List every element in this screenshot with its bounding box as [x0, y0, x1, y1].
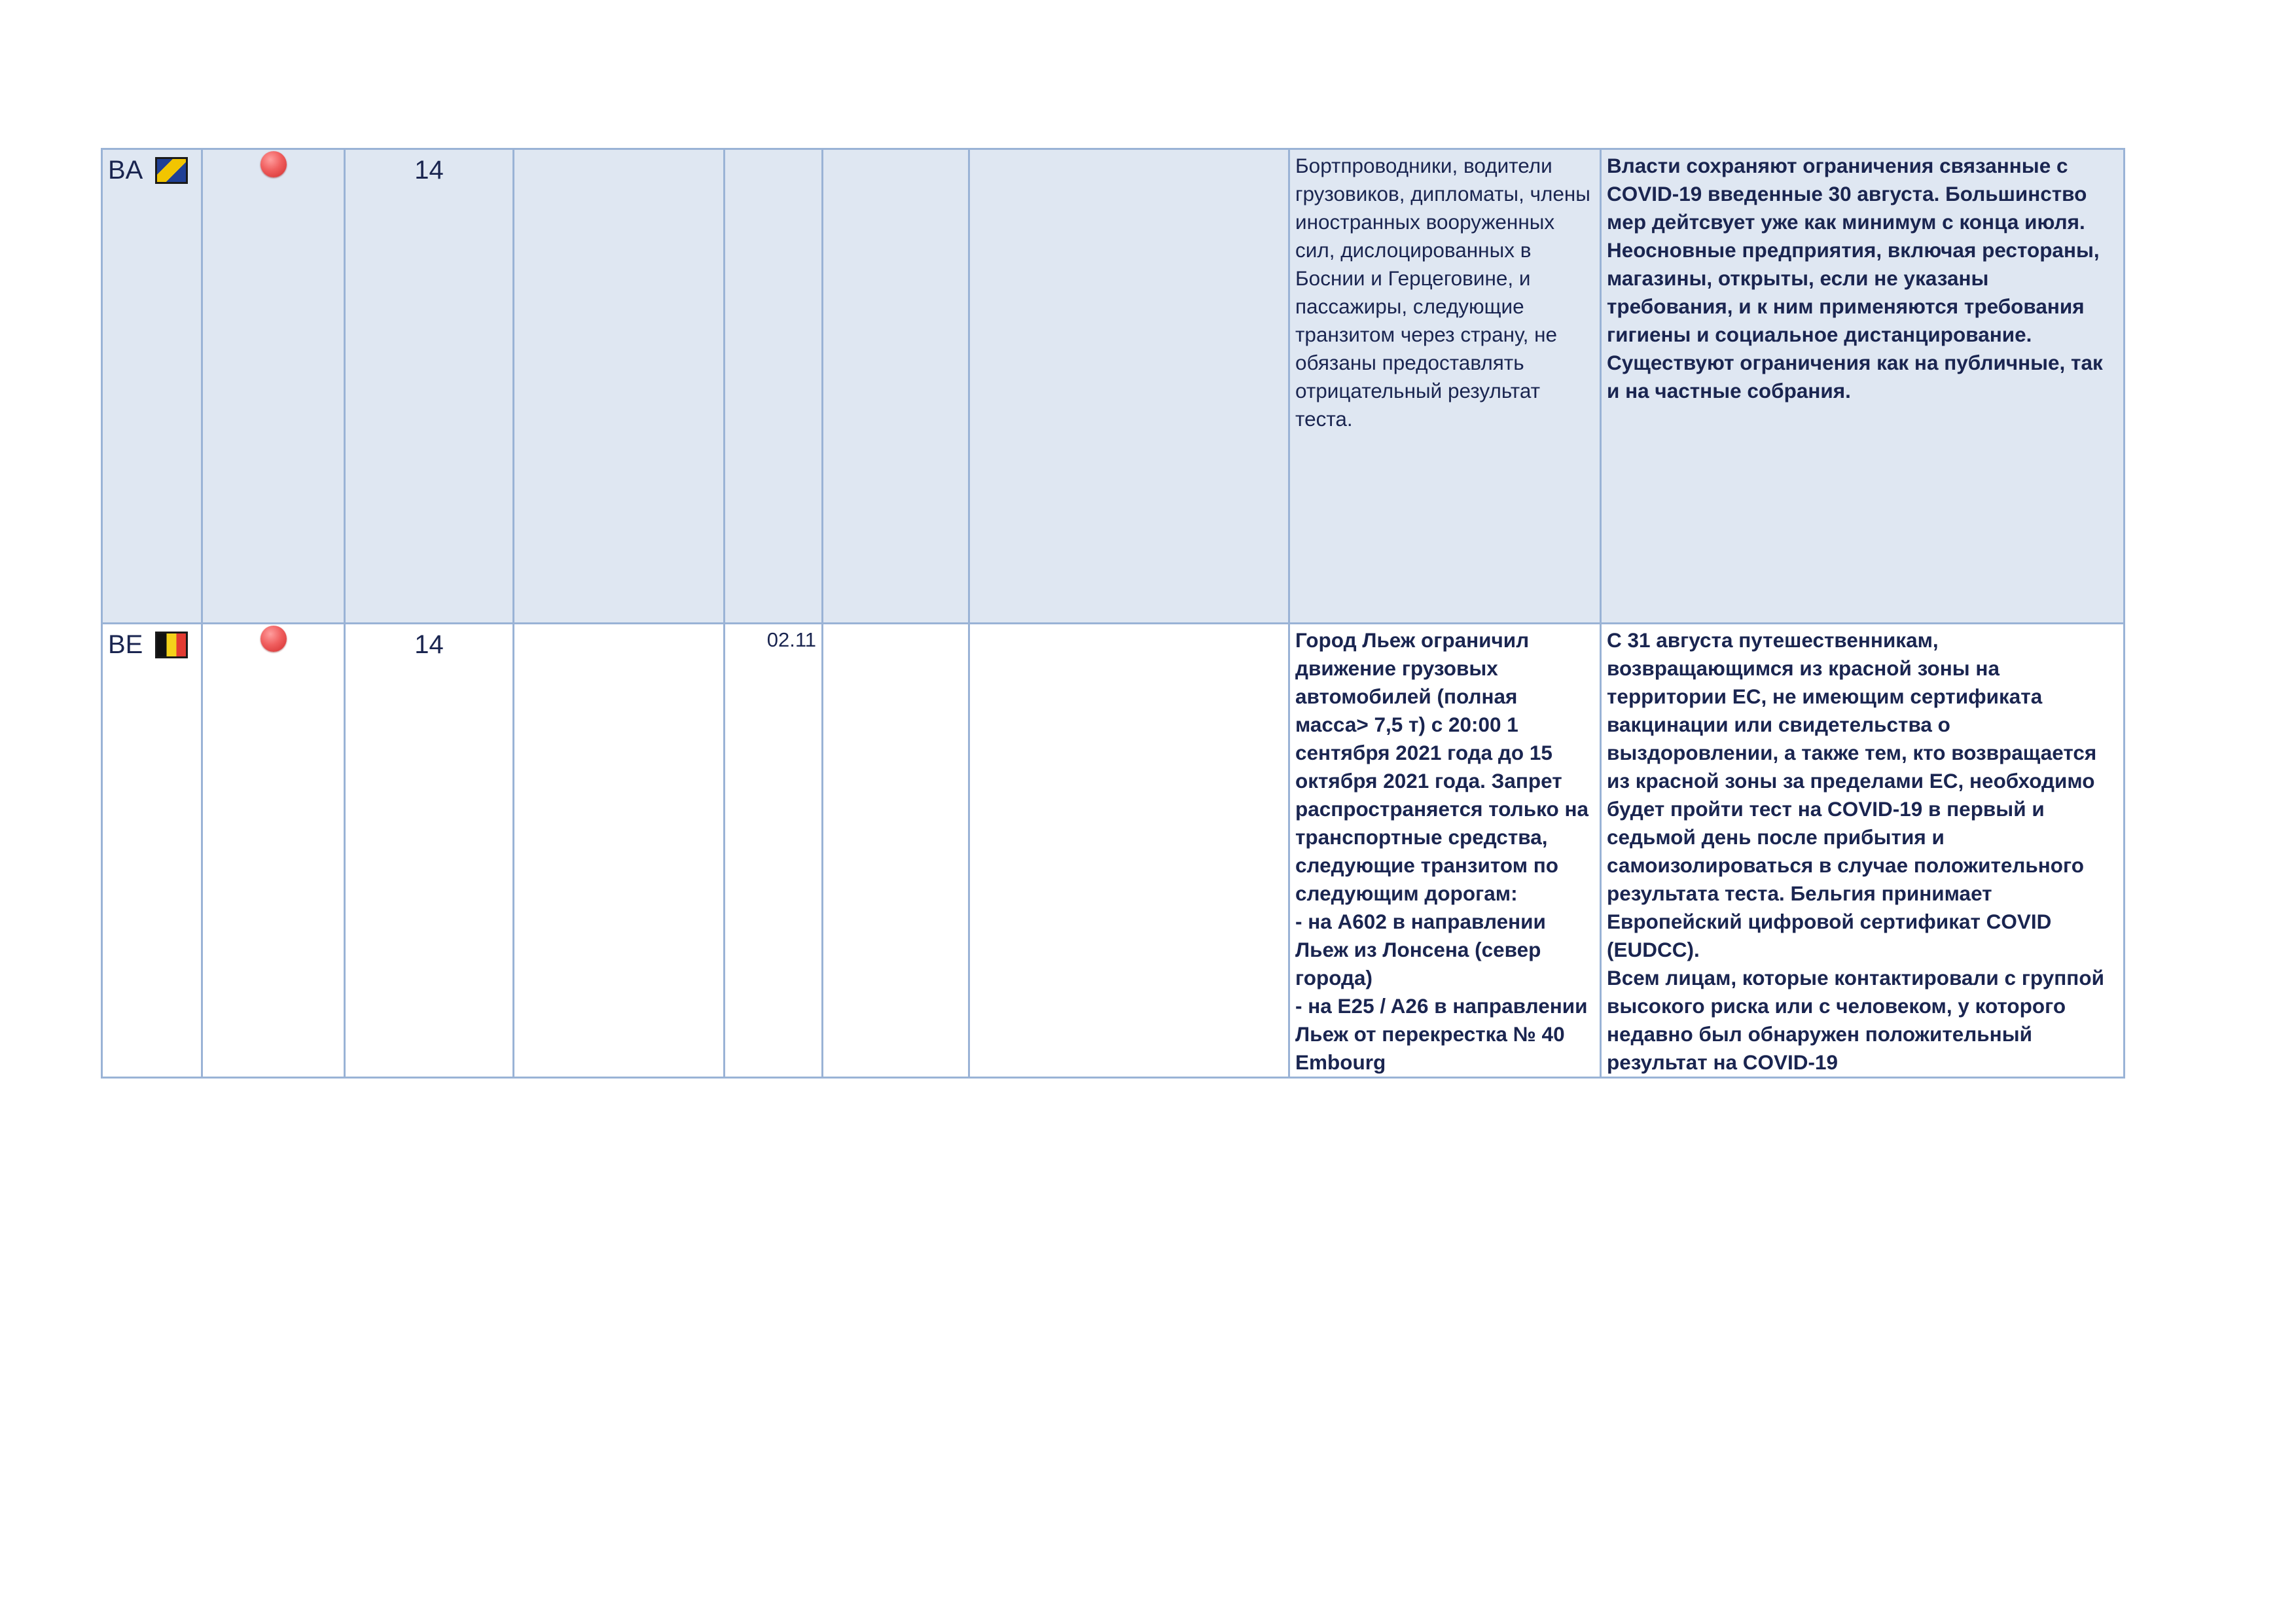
- quarantine-days-cell: [345, 624, 514, 1078]
- status-cell: [202, 624, 345, 1078]
- empty-cell: [969, 624, 1289, 1078]
- quarantine-days: 14: [414, 630, 444, 659]
- empty-cell: [969, 149, 1289, 624]
- empty-cell: [514, 624, 725, 1078]
- country-cell: [102, 149, 202, 624]
- exemptions-cell: [1289, 624, 1601, 1078]
- date-value: [725, 150, 821, 152]
- restrictions-cell: [1601, 149, 2125, 624]
- exemptions-text: Город Льеж ограничил движение грузовых автомобилей (полная масса> 7,5 т) с 20:00 1 сентября 2021 года до 15 октября 2021 года. Запрет распространяется только на транспортные средства, следующие транзитом по следующим дорогам: - на A602 в направлении Льеж из Лонсена (север города) - на E25 / A26 в направлении Льеж от перекрестка № 40 Embourg: [1295, 628, 1588, 1074]
- exemptions-text: Бортпроводники, водители грузовиков, дипломаты, члены иностранных вооруженных сил, дислоцированных в Боснии и Герцеговине, и пассажиры, следующие транзитом через страну, не обязаны предоставлять отрицательный результат теста.: [1295, 154, 1590, 431]
- restrictions-text-p2: Всем лицам, которые контактировали с группой высокого риска или с человеком, у которого недавно был обнаружен положительный результат на COVID-19: [1607, 966, 2104, 1074]
- quarantine-days-cell: [345, 149, 514, 624]
- date-value: 02.11: [766, 628, 816, 651]
- empty-cell: [823, 624, 969, 1078]
- country-cell: [102, 624, 202, 1078]
- date-cell: [725, 149, 823, 624]
- country-code: BA: [108, 156, 143, 185]
- date-cell: [725, 624, 823, 1078]
- country-code: BE: [108, 630, 143, 659]
- country-restrictions-table: [101, 148, 2125, 1079]
- red-status-dot-icon: [260, 151, 287, 177]
- quarantine-days: 14: [414, 156, 444, 185]
- status-cell: [202, 149, 345, 624]
- table-row-ba: [102, 149, 2125, 624]
- empty-cell: [514, 149, 725, 624]
- table-row-be: [102, 624, 2125, 1078]
- restrictions-cell: [1601, 624, 2125, 1078]
- bosnia-herzegovina-flag-icon: [155, 157, 188, 184]
- empty-cell: [823, 149, 969, 624]
- restrictions-text: Власти сохраняют ограничения связанные с COVID-19 введенные 30 августа. Большинство мер дейтсвует уже как минимум с конца июля. Неосновные предприятия, включая рестораны, магазины, открыты, если не указаны требования, и к ним применяются требования гигиены и социальное дистанцирование. Существуют ограничения как на публичные, так и на частные собрания.: [1607, 154, 2103, 402]
- red-status-dot-icon: [260, 626, 287, 652]
- exemptions-cell: [1289, 149, 1601, 624]
- belgium-flag-icon: [155, 632, 188, 658]
- restrictions-text-p1: С 31 августа путешественникам, возвращающимся из красной зоны на территории ЕС, не имеющим сертификата вакцинации или свидетельства о выздоровлении, а также тем, кто возвращается из красной зоны за пределами ЕС, необходимо будет пройти тест на COVID-19 в первый и седьмой день после прибытия и самоизолироваться в случае положительного результата теста. Бельгия принимает Европейский цифровой сертификат COVID (EUDCC).: [1607, 628, 2097, 961]
